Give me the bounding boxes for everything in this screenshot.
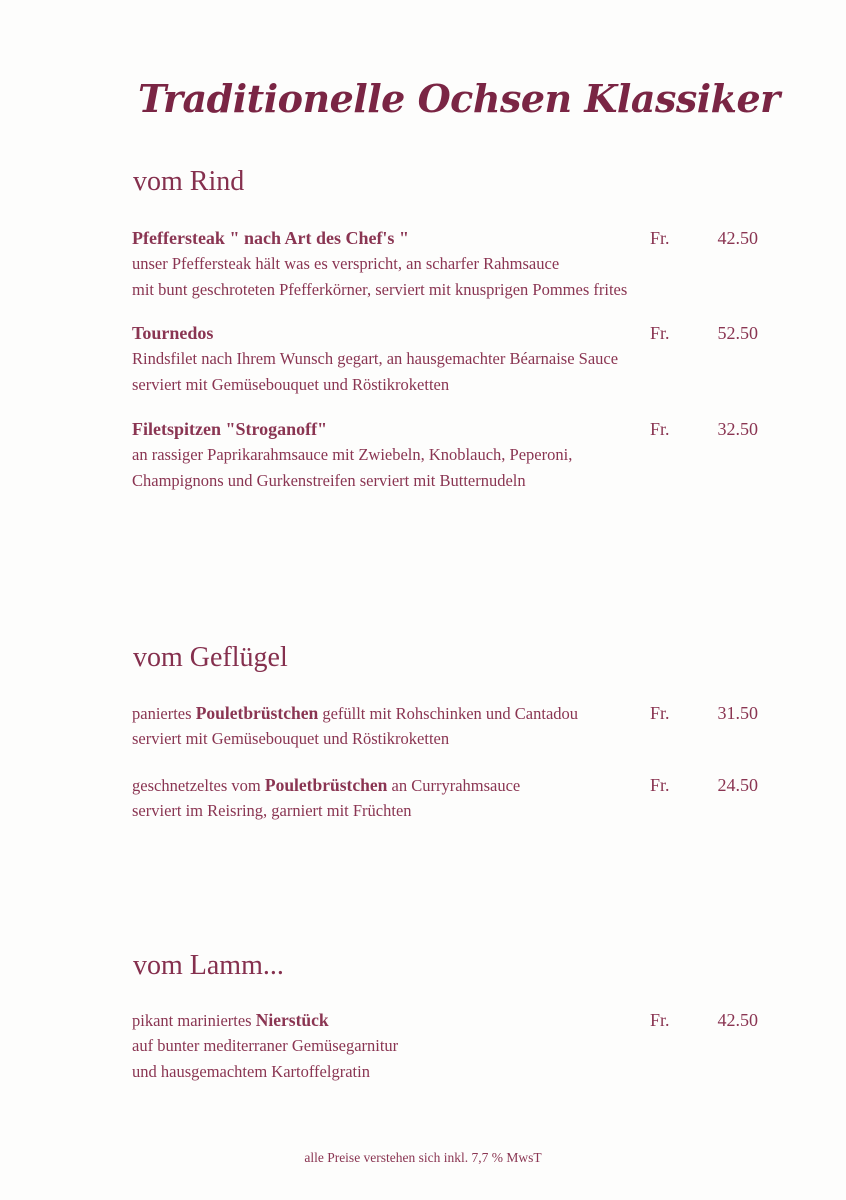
item-currency: Fr. [650,228,670,248]
item-suffix: gefüllt mit Rohschinken und Cantadou [318,704,579,723]
item-currency: Fr. [650,775,670,795]
item-description: und hausgemachtem Kartoffelgratin [132,1062,370,1081]
item-description: serviert mit Gemüsebouquet und Röstikroketten [132,375,450,394]
item-currency: Fr. [650,703,670,723]
item-description: mit bunt geschroteten Pfefferkörner, serviert mit knusprigen Pommes frites [132,280,628,299]
menu-item-pouletbruestchen-gefuellt [132,700,762,752]
item-name: Pouletbrüstchen [264,775,388,795]
item-price: 31.50 [717,703,758,723]
item-name: Nierstück [255,1010,329,1030]
item-price: 52.50 [717,323,758,343]
section-heading-gefluegel: vom Geflügel [133,642,288,673]
item-description: unser Pfeffersteak hält was es verspricht, an scharfer Rahmsauce [132,254,560,273]
menu-item-nierstueck [132,1007,762,1085]
menu-item-geschnetzeltes [132,772,762,824]
section-heading-lamm: vom Lamm... [133,950,284,981]
item-description: Champignons und Gurkenstreifen serviert mit Butternudeln [132,471,526,490]
menu-item-tournedos [132,320,762,398]
menu-item-pfeffersteak [132,225,762,303]
item-description: auf bunter mediterraner Gemüsegarnitur [132,1036,399,1055]
menu-item-stroganoff [132,416,762,494]
page-title: Traditionelle Ochsen Klassiker [138,76,780,121]
price-footnote: alle Preise verstehen sich inkl. 7,7 % MwsT [304,1150,542,1165]
item-currency: Fr. [650,323,670,343]
section-heading-rind: vom Rind [133,166,245,197]
item-prefix: pikant mariniertes [132,1011,256,1030]
item-price: 42.50 [717,228,758,248]
item-description: an rassiger Paprikarahmsauce mit Zwiebeln, Knoblauch, Peperoni, [132,445,573,464]
item-description: serviert im Reisring, garniert mit Früchten [132,801,412,820]
item-name: Filetspitzen "Stroganoff" [132,419,328,439]
item-description: Rindsfilet nach Ihrem Wunsch gegart, an hausgemachter Béarnaise Sauce [132,349,619,368]
item-currency: Fr. [650,419,670,439]
item-name: Pouletbrüstchen [195,703,319,723]
item-prefix: geschnetzeltes vom [132,776,265,795]
item-description: serviert mit Gemüsebouquet und Röstikroketten [132,729,450,748]
item-price: 42.50 [717,1010,758,1030]
item-name: Tournedos [132,323,214,343]
item-prefix: paniertes [132,704,196,723]
item-name: Pfeffersteak " nach Art des Chef's " [132,228,409,248]
item-currency: Fr. [650,1010,670,1030]
item-suffix: an Curryrahmsauce [387,776,521,795]
item-price: 24.50 [717,775,758,795]
item-price: 32.50 [717,419,758,439]
